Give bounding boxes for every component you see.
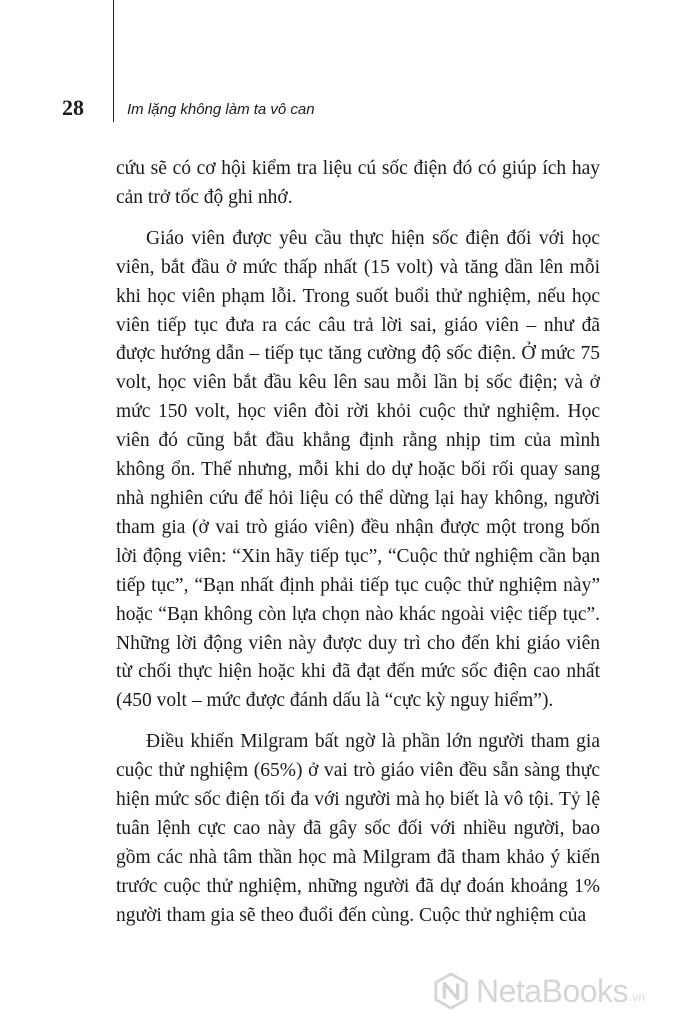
body-text	[116, 155, 600, 931]
paragraph: Giáo viên được yêu cầu thực hiện sốc điện đối với học viên, bắt đầu ở mức thấp nhất (15 volt) và tăng dần lên mỗi khi học viên phạm lỗi. Trong suốt buổi thử nghiệm, nếu học viên tiếp tục đưa ra các câu trả lời sai, giáo viên – như đã được hướng dẫn – tiếp tục tăng cường độ sốc điện. Ở mức 75 volt, học viên bắt đầu kêu lên sau mỗi lần bị sốc điện; và ở mức 150 volt, học viên đòi rời khỏi cuộc thử nghiệm. Học viên đó cũng bắt đầu khẳng định rằng nhịp tim của mình không ổn. Thế nhưng, mỗi khi do dự hoặc bối rối quay sang nhà nghiên cứu để hỏi liệu có thể dừng lại hay không, người tham gia (ở vai trò giáo viên) đều nhận được một trong bốn lời động viên: “Xin hãy tiếp tục”, “Cuộc thử nghiệm cần bạn tiếp tục”, “Bạn nhất định phải tiếp tục cuộc thử nghiệm này” hoặc “Bạn không còn lựa chọn nào khác ngoài việc tiếp tục”. Những lời động viên này được duy trì cho đến khi giáo viên từ chối thực hiện hoặc khi đã đạt đến mức sốc điện cao nhất (450 volt – mức được đánh dấu là “cực kỳ nguy hiểm”).	[116, 227, 600, 712]
paragraph: Điều khiến Milgram bất ngờ là phần lớn người tham gia cuộc thử nghiệm (65%) ở vai trò giáo viên đều sẵn sàng thực hiện mức sốc điện tối đa với người mà họ biết là vô tội. Tỷ lệ tuân lệnh cực cao này đã gây sốc đối với nhiều người, bao gồm các nhà tâm thần học mà Milgram đã tham khảo ý kiến trước cuộc thử nghiệm, những người đã dự đoán khoảng 1% người tham gia sẽ theo đuổi đến cùng. Cuộc thử nghiệm của	[116, 731, 600, 926]
watermark-suffix: .vn	[629, 990, 646, 1004]
page-number: 28	[62, 95, 84, 120]
netabooks-logo-icon	[432, 972, 470, 1010]
paragraph-continuation: cứu sẽ có cơ hội kiểm tra liệu cú sốc điện đó có giúp ích hay cản trở tốc độ ghi nhớ.	[116, 158, 600, 208]
watermark-brand: NetaBooks	[476, 972, 629, 1009]
watermark	[432, 972, 645, 1010]
header-divider	[113, 0, 114, 122]
running-title: Im lặng không làm ta vô can	[127, 101, 315, 118]
